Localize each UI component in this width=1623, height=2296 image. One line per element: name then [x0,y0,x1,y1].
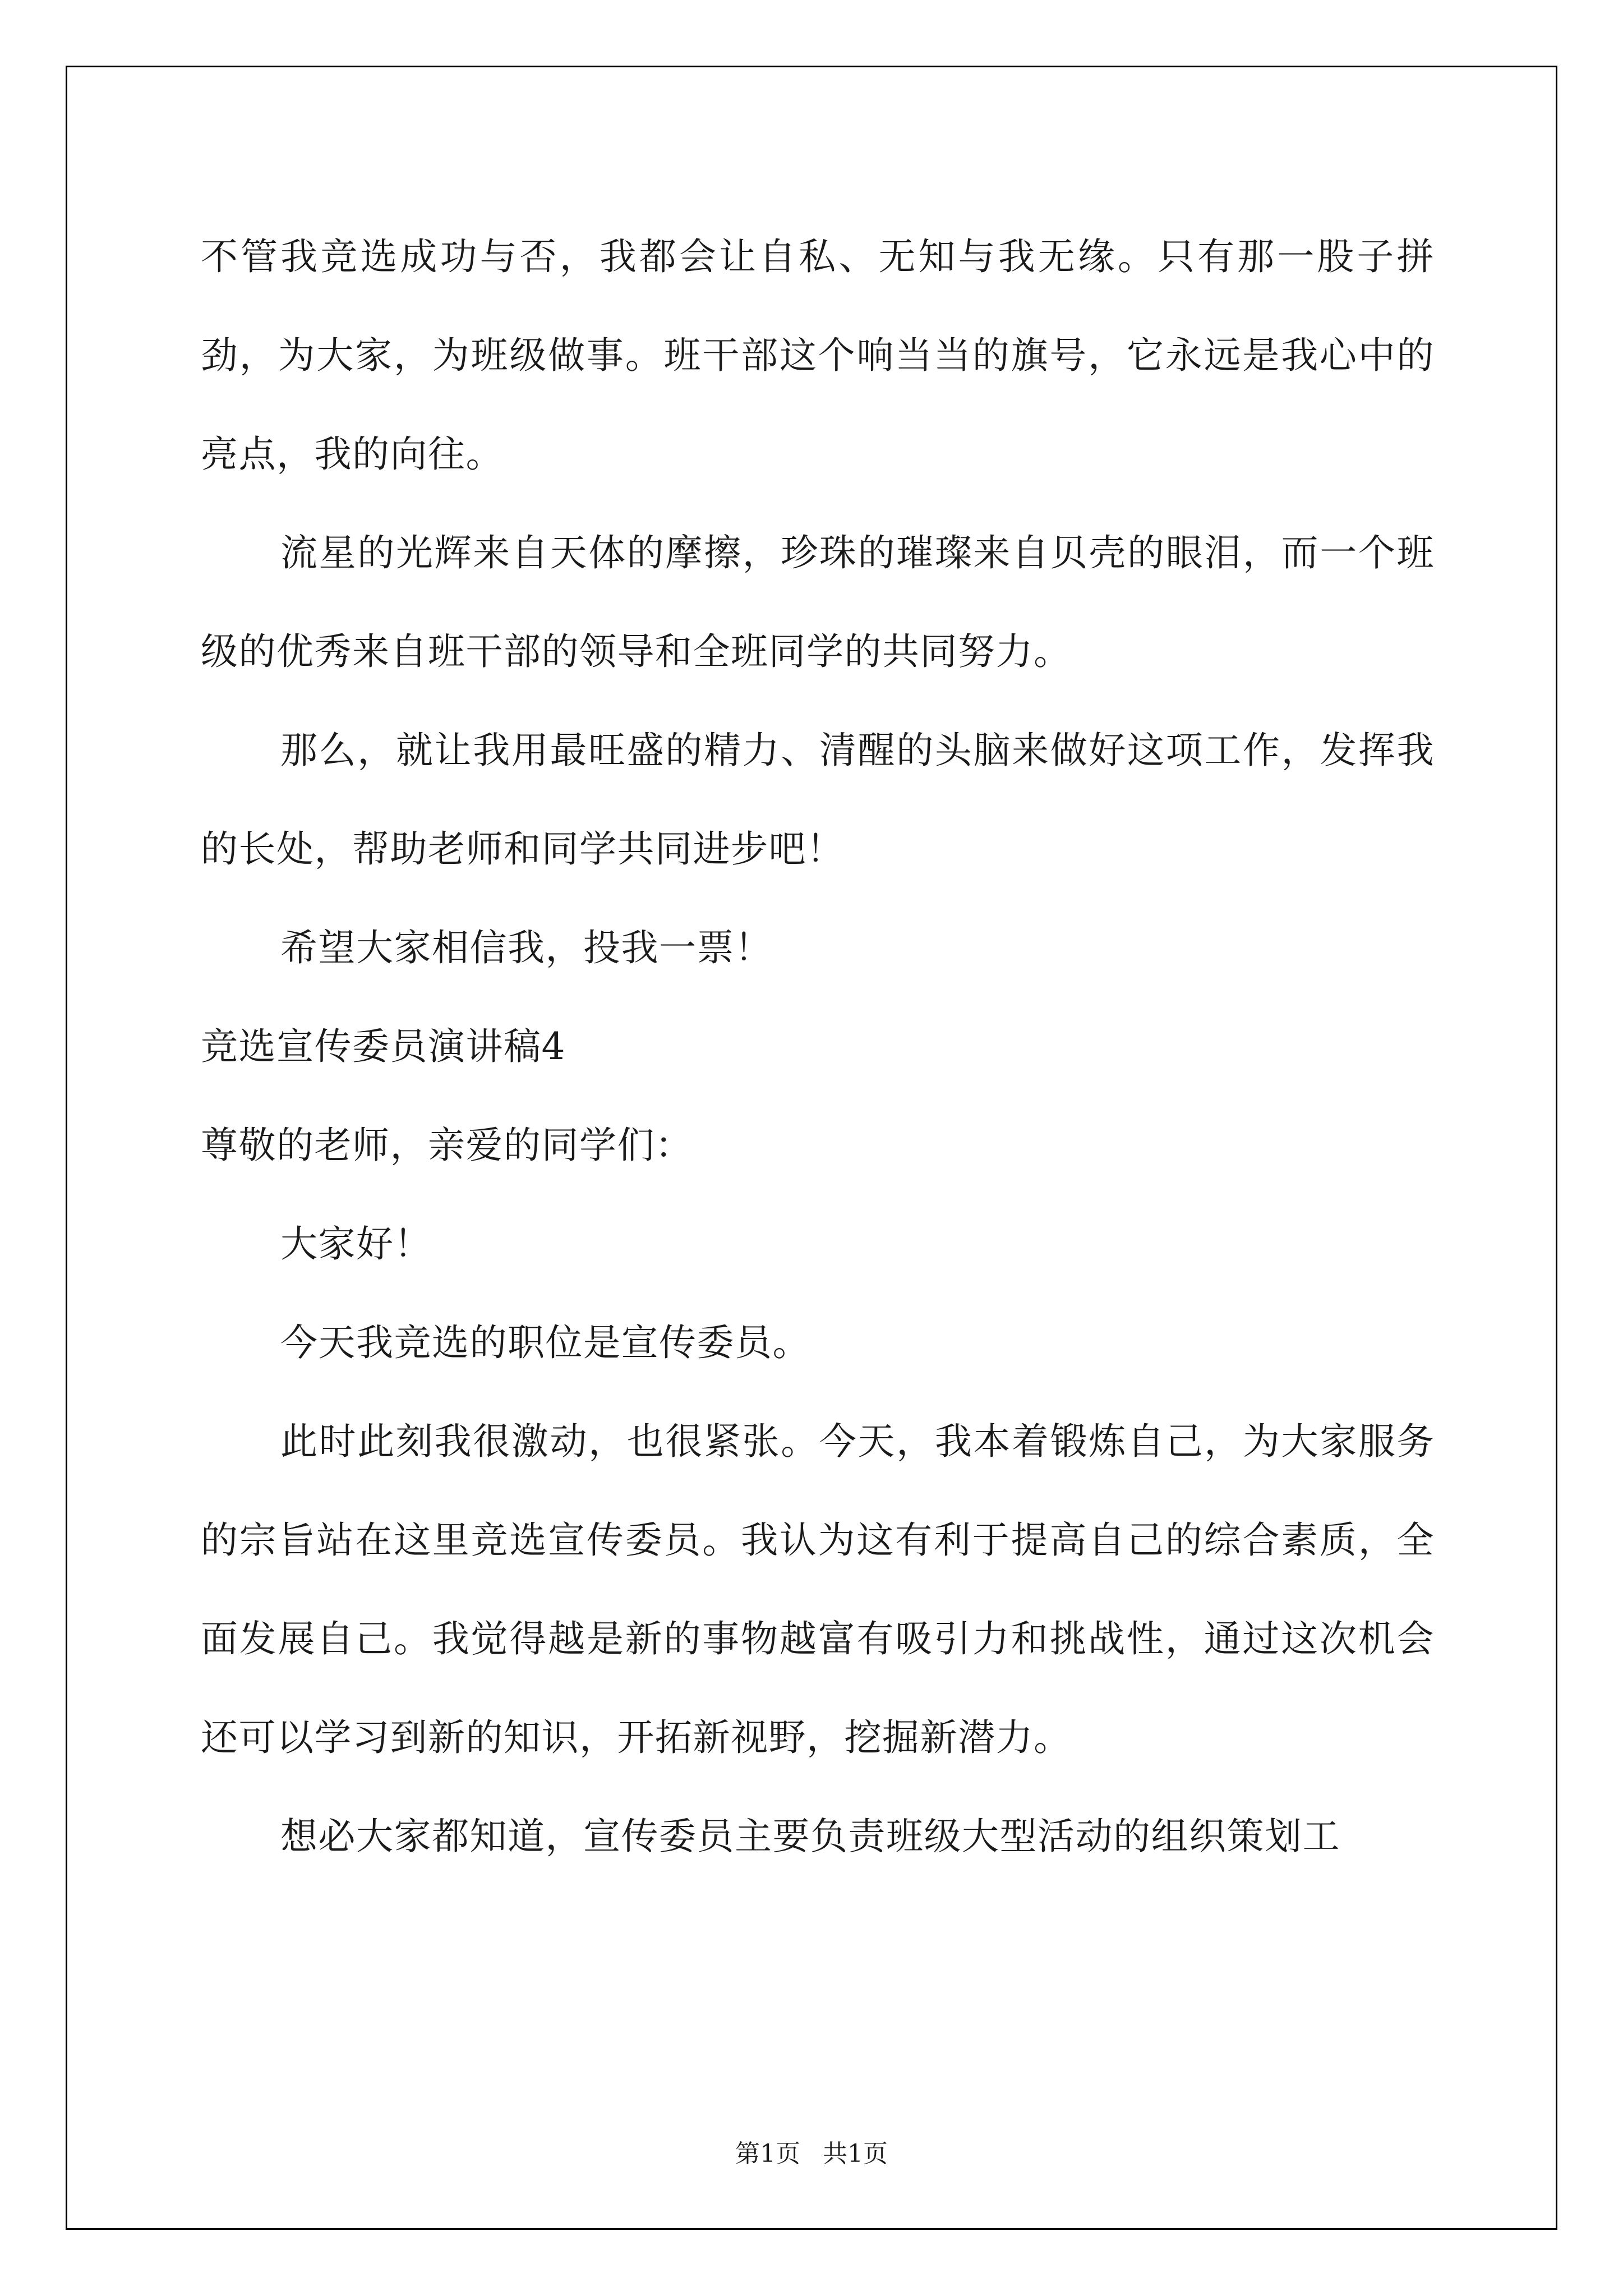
page-total: 共1页 [823,2139,888,2168]
greeting: 大家好！ [280,1222,432,1266]
page-footer [0,2140,1623,2168]
page-number: 第1页 [735,2139,800,2168]
salutation: 尊敬的老师，亲爱的同学们： [201,1124,693,1167]
paragraph-4: 希望大家相信我，投我一票！ [280,926,773,969]
paragraph-6: 此时此刻我很激动，也很紧张。今天，我本着锻炼自己，为大家服务的宗旨站在这里竞选宣传委员。我认为这有利于提高自己的综合素质，全面发展自己。我觉得越是新的事物越富有吸引力和挑战性，通过这次机会还可以学习到新的知识，开拓新视野，挖掘新潜力。 [201,1420,1435,1759]
paragraph-5: 今天我竞选的职位是宣传委员。 [280,1321,810,1364]
paragraph-3: 那么，就让我用最旺盛的精力、清醒的头脑来做好这项工作，发挥我的长处，帮助老师和同学共同进步吧！ [201,729,1435,871]
paragraph-2: 流星的光辉来自天体的摩擦，珍珠的璀璨来自贝壳的眼泪，而一个班级的优秀来自班干部的领导和全班同学的共同努力。 [201,531,1435,673]
paragraph-7: 想必大家都知道，宣传委员主要负责班级大型活动的组织策划工 [280,1815,1340,1858]
document-body [201,208,1435,1886]
paragraph-1: 不管我竞选成功与否，我都会让自私、无知与我无缘。只有那一股子拼劲，为大家，为班级做事。班干部这个响当当的旗号，它永远是我心中的亮点，我的向往。 [201,235,1435,476]
section-heading: 竞选宣传委员演讲稿4 [201,1025,566,1068]
